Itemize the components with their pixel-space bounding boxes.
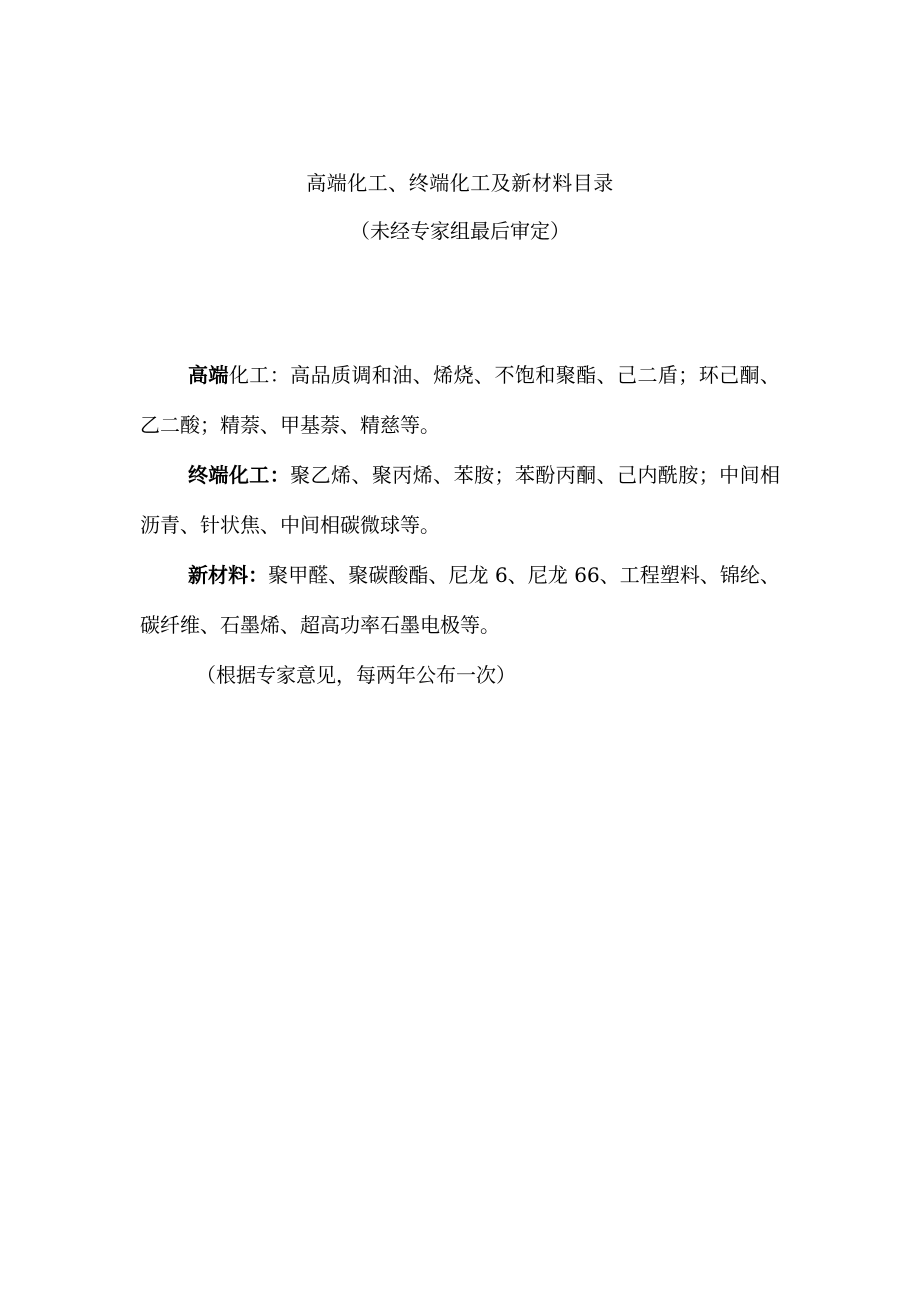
section-text: 聚乙烯、聚丙烯、苯胺；苯酚丙酮、己内酰胺；中间相沥青、针状焦、中间相碳微球等。 bbox=[140, 463, 781, 537]
section-high-end-chemicals bbox=[140, 350, 780, 450]
publication-note: （根据专家意见，每两年公布一次） bbox=[196, 663, 516, 687]
section-new-materials bbox=[140, 550, 780, 650]
section-label: 高端 bbox=[188, 363, 229, 387]
section-label: 新材料： bbox=[188, 563, 269, 587]
section-label: 终端化工： bbox=[188, 463, 291, 487]
document-title: 高端化工、终端化工及新材料目录 bbox=[306, 171, 614, 195]
document-subtitle: （未经专家组最后审定） bbox=[350, 219, 570, 243]
section-text: 高品质调和油、烯烧、不饱和聚酯、己二盾；环己酮、乙二酸；精萘、甲基萘、精慈等。 bbox=[140, 363, 781, 437]
section-terminal-chemicals bbox=[140, 450, 780, 550]
section-text: 聚甲醛、聚碳酸酯、尼龙 6、尼龙 66、工程塑料、锦纶、碳纤维、石墨烯、超高功率石墨电极等。 bbox=[140, 563, 781, 637]
section-label-rest: 化工： bbox=[228, 363, 291, 387]
